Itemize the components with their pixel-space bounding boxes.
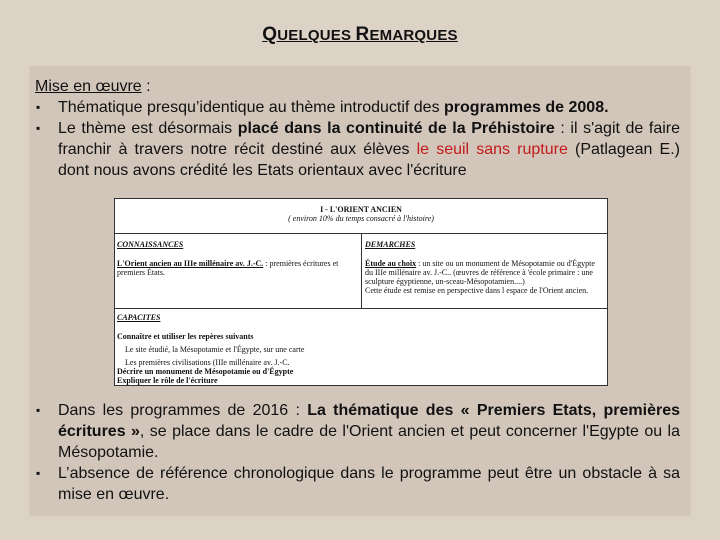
capacites-cell bbox=[117, 313, 597, 385]
bullet-icon: ▪ bbox=[36, 466, 41, 480]
column-divider bbox=[361, 233, 362, 308]
capacites-label: CAPACITES bbox=[117, 313, 161, 322]
list-item: ▪ Thématique presqu’identique au thème introductif des programmes de 2008. bbox=[36, 99, 609, 116]
capacites-line: Expliquer le rôle de l'écriture bbox=[117, 376, 218, 385]
demarches-text: Étude au choix : un site ou un monument de Mésopotamie ou d'Égypte du IIIe millénaire av. J.-C.. (œuvres de référence à 'école primaire : une sculpture égyptienne, un-sceau-Mésopotamien....) bbox=[365, 259, 595, 286]
section-heading: Mise en œuvre : bbox=[35, 78, 151, 95]
list-item: ▪ L’absence de référence chronologique dans le programme peut être un obstacle à sa mise en œuvre. bbox=[36, 465, 680, 503]
bullet-icon: ▪ bbox=[36, 403, 41, 417]
connaissances-text: L'Orient ancien au IIIe millénaire av. J.-C. : premières écritures et premiers États. bbox=[117, 259, 339, 277]
bullet-icon: ▪ bbox=[36, 100, 41, 114]
row-divider bbox=[115, 308, 607, 309]
bullet-icon: ▪ bbox=[36, 121, 41, 135]
program-document-image bbox=[114, 198, 608, 386]
page-title: QUELQUES REMARQUES bbox=[262, 24, 458, 45]
demarches-text-2: Cette étude est remise en perspective dans l espace de l'Orient ancien. bbox=[365, 286, 589, 295]
document-title: I - L'ORIENT ANCIEN bbox=[320, 205, 402, 214]
list-item: ▪ Le thème est désormais placé dans la continuité de la Préhistoire : il s'agit de faire franchir à travers notre récit destiné aux élèves le seuil sans rupture (Patlagean E.) dont nous avons crédité les Etats orientaux avec l'écriture bbox=[36, 120, 681, 179]
capacites-line: Décrire un monument de Mésopotamie ou d'Égypte bbox=[117, 367, 294, 376]
demarches-label: DEMARCHES bbox=[365, 240, 416, 249]
connaissances-label: CONNAISSANCES bbox=[117, 240, 184, 249]
connaissances-cell bbox=[117, 240, 355, 277]
document-header bbox=[115, 199, 607, 234]
demarches-cell bbox=[365, 240, 603, 295]
outro-section bbox=[35, 400, 680, 505]
capacites-line: Le site étudié, la Mésopotamie et l'Égypte, sur une carte bbox=[125, 345, 305, 354]
list-item: ▪ Dans les programmes de 2016 : La thématique des « Premiers Etats, premières écritures », se place dans le cadre de l'Orient ancien et peut concerner l'Egypte ou la Mésopotamie. bbox=[36, 402, 681, 461]
intro-section bbox=[35, 76, 680, 181]
document-subtitle: ( environ 10% du temps consacré à l'histoire) bbox=[288, 214, 434, 223]
capacites-line: Connaître et utiliser les repères suivants bbox=[117, 332, 254, 341]
capacites-line: Les premières civilisations (IIIe millénaire av. J.-C. bbox=[125, 358, 290, 367]
